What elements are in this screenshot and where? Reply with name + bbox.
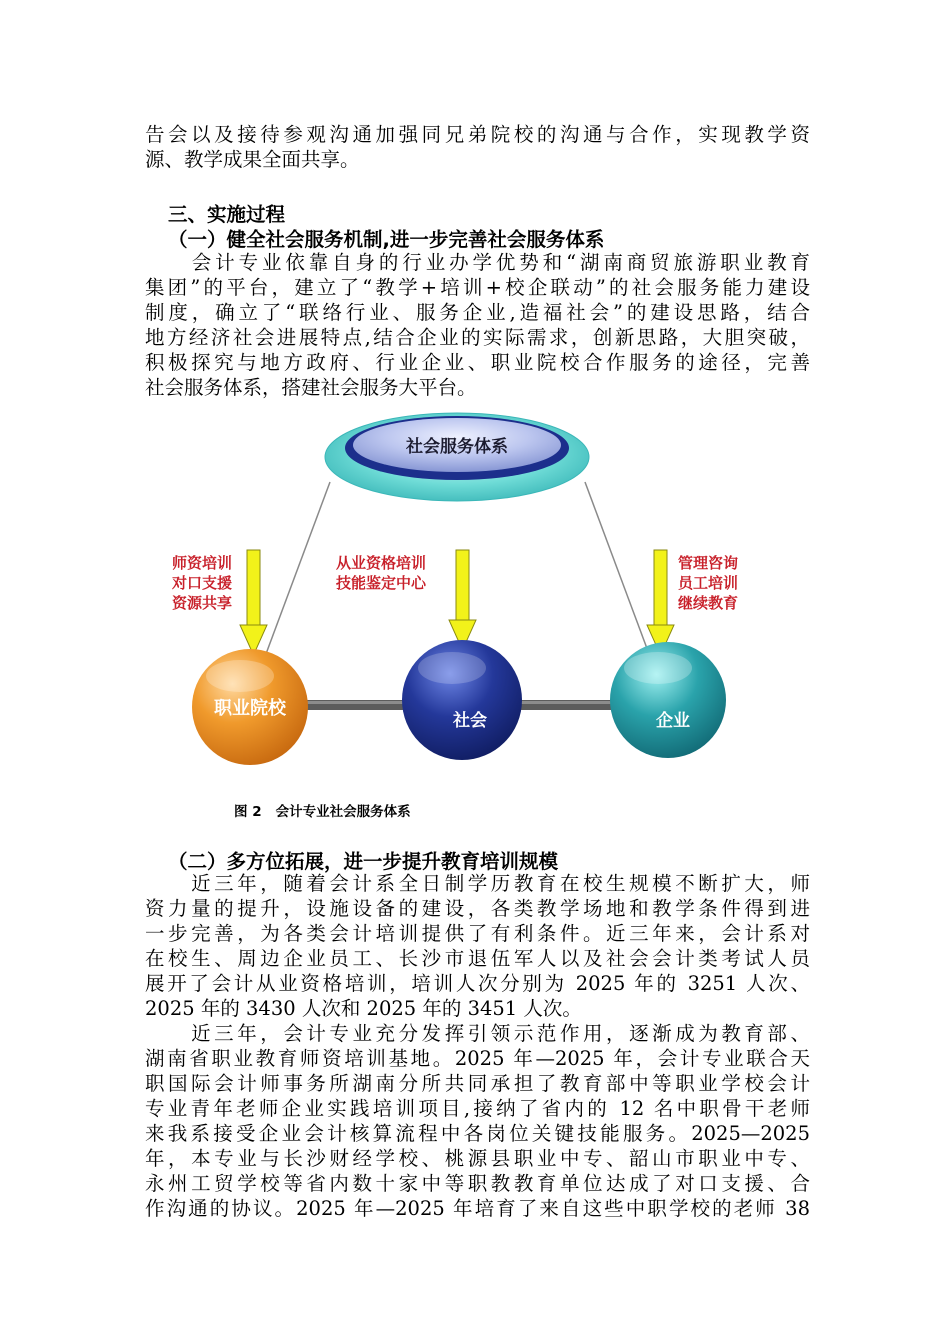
text-line: 展开了会计从业资格培训，培训人次分别为 2025 年的 3251 人次、 bbox=[145, 972, 810, 995]
left-label bbox=[171, 554, 232, 612]
caption-number: 图 2 bbox=[234, 804, 262, 820]
service-system-diagram bbox=[170, 410, 780, 770]
subsection-heading-2: （二）多方位拓展，进一步提升教育培训规模 bbox=[168, 850, 559, 873]
right-label bbox=[678, 554, 738, 612]
top-ellipse-label: 社会服务体系 bbox=[406, 437, 508, 457]
subsection-heading-1: （一）健全社会服务机制,进一步完善社会服务体系 bbox=[168, 228, 605, 251]
paragraph-training-scale bbox=[145, 871, 810, 1021]
text-line: 地方经济社会进展特点,结合企业的实际需求，创新思路，大胆突破， bbox=[145, 326, 810, 349]
right-label-line: 继续教育 bbox=[678, 594, 739, 612]
text-line: 社会服务体系，搭建社会服务大平台。 bbox=[145, 376, 477, 399]
node-enterprise bbox=[610, 642, 726, 758]
top-ellipse bbox=[325, 413, 589, 501]
node-label: 企业 bbox=[656, 711, 690, 731]
figure-caption bbox=[234, 800, 411, 820]
node-vocational-college bbox=[192, 649, 308, 765]
text-line: 在校生、周边企业员工、长沙市退伍军人以及社会会计类考试人员 bbox=[145, 947, 810, 970]
right-label-line: 员工培训 bbox=[678, 574, 739, 592]
text-line: 作沟通的协议。2025 年—2025 年培育了来自这些中职学校的老师 38 bbox=[145, 1197, 810, 1220]
center-label bbox=[335, 554, 427, 592]
text-line: 职国际会计师事务所湖南分所共同承担了教育部中等职业学校会计 bbox=[145, 1072, 810, 1095]
node-label: 职业院校 bbox=[214, 698, 286, 719]
right-label-line: 管理咨询 bbox=[678, 554, 739, 572]
section-heading: 三、实施过程 bbox=[168, 203, 286, 226]
right-arrow bbox=[647, 550, 674, 655]
left-label-line: 资源共享 bbox=[172, 594, 233, 612]
text-line: 集团”的平台，建立了“教学+培训+校企联动”的社会服务能力建设 bbox=[145, 276, 810, 299]
left-arrow bbox=[240, 550, 267, 655]
caption-text: 会计专业社会服务体系 bbox=[275, 804, 411, 820]
text-line: 年，本专业与长沙财经学校、桃源县职业中专、韶山市职业中专、 bbox=[145, 1147, 810, 1170]
left-label-line: 师资培训 bbox=[172, 554, 233, 572]
text-line: 来我系接受企业会计核算流程中各岗位关键技能服务。2025—2025 bbox=[145, 1122, 810, 1145]
center-label-line: 从业资格培训 bbox=[336, 554, 427, 572]
left-label-line: 对口支援 bbox=[172, 574, 233, 592]
paragraph-service-mechanism bbox=[145, 250, 810, 400]
text-line: 会计专业依靠自身的行业办学优势和“湖南商贸旅游职业教育 bbox=[145, 251, 810, 274]
text-line: 告会以及接待参观沟通加强同兄弟院校的沟通与合作，实现教学资 bbox=[145, 123, 810, 146]
text-line: 资力量的提升，设施设备的建设，各类教学场地和教学条件得到进 bbox=[145, 897, 810, 920]
text-line: 近三年，随着会计系全日制学历教育在校生规模不断扩大，师 bbox=[145, 872, 810, 895]
center-label-line: 技能鉴定中心 bbox=[336, 574, 427, 592]
paragraph-teacher-training bbox=[145, 1021, 810, 1221]
text-line: 近三年，会计专业充分发挥引领示范作用，逐渐成为教育部、 bbox=[145, 1022, 810, 1045]
text-line: 专业青年老师企业实践培训项目,接纳了省内的 12 名中职骨干老师 bbox=[145, 1097, 810, 1120]
text-line: 2025 年的 3430 人次和 2025 年的 3451 人次。 bbox=[145, 997, 582, 1020]
text-line: 制度，确立了“联络行业、服务企业,造福社会”的建设思路，结合 bbox=[145, 301, 810, 324]
text-line: 积极探究与地方政府、行业企业、职业院校合作服务的途径，完善 bbox=[145, 351, 810, 374]
text-line: 湖南省职业教育师资培训基地。2025 年—2025 年，会计专业联合天 bbox=[145, 1047, 810, 1070]
text-line: 源、教学成果全面共享。 bbox=[145, 148, 360, 171]
center-arrow bbox=[449, 550, 476, 650]
node-label: 社会 bbox=[453, 711, 487, 731]
text-line: 永州工贸学校等省内数十家中等职教教育单位达成了对口支援、合 bbox=[145, 1172, 810, 1195]
text-line: 一步完善，为各类会计培训提供了有利条件。近三年来，会计系对 bbox=[145, 922, 810, 945]
node-society bbox=[402, 640, 522, 760]
intro-paragraph bbox=[145, 122, 810, 172]
